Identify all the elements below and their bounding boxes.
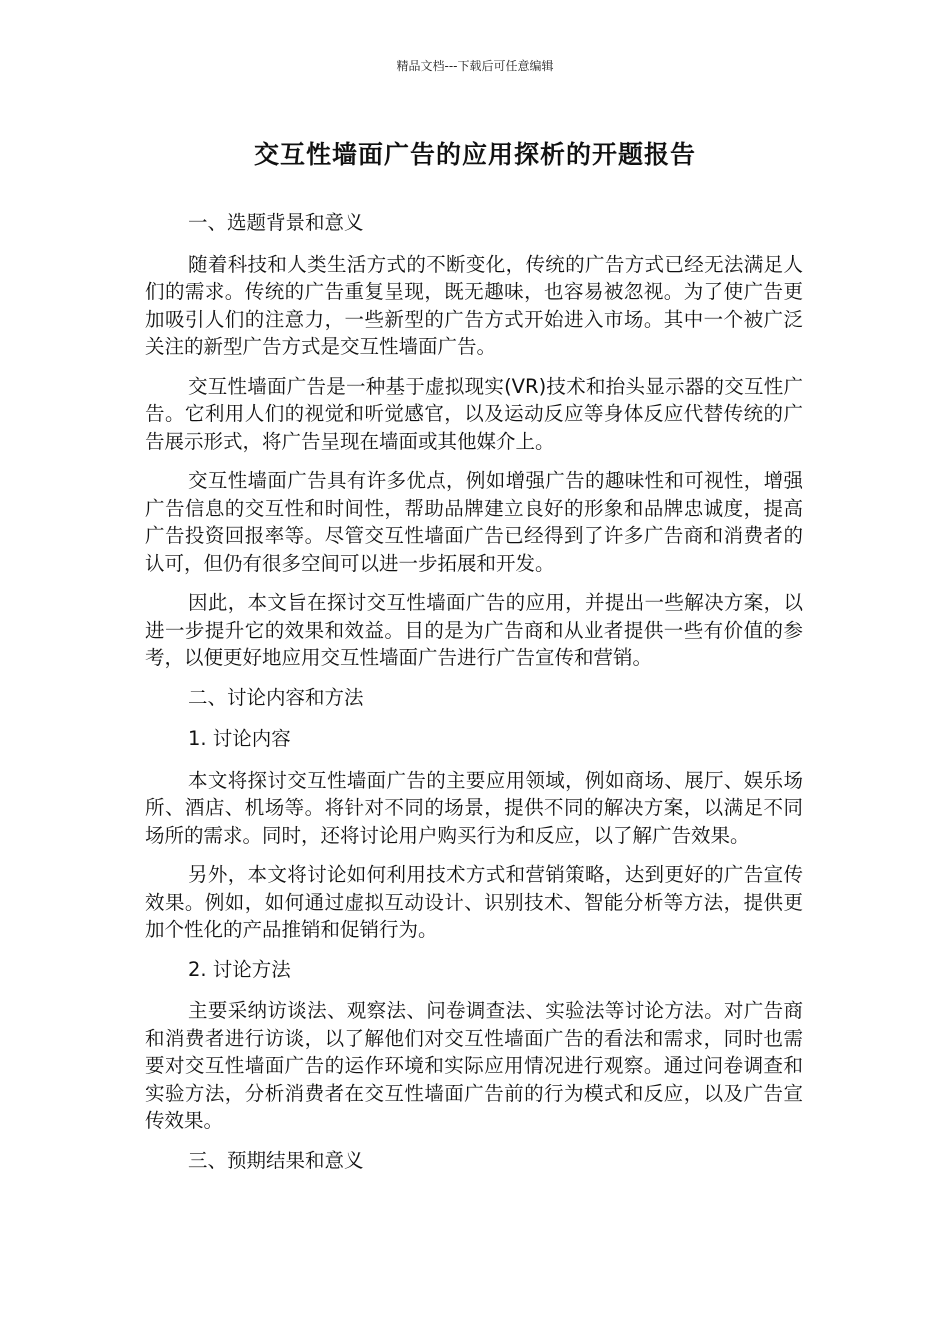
paragraph: 本文将探讨交互性墙面广告的主要应用领域，例如商场、展厅、娱乐场所、酒店、机场等。将针对不同的场景，提供不同的解决方案，以满足不同场所的需求。同时，还将讨论用户购买行为和反应，以了解广告效果。 (145, 768, 803, 847)
section-heading-3: 三、预期结果和意义 (188, 1148, 364, 1172)
subsection-heading-1: 1. 讨论内容 (188, 727, 291, 750)
paragraph: 因此，本文旨在探讨交互性墙面广告的应用，并提出一些解决方案，以进一步提升它的效果和效益。目的是为广告商和从业者提供一些有价值的参考，以便更好地应用交互性墙面广告进行广告宣传和营销。 (145, 591, 803, 669)
paragraph: 主要采纳访谈法、观察法、问卷调查法、实验法等讨论方法。对广告商和消费者进行访谈，以了解他们对交互性墙面广告的看法和需求，同时也需要对交互性墙面广告的运作环境和实际应用情况进行观察。通过问卷调查和实验方法，分析消费者在交互性墙面广告前的行为模式和反应，以及广告宣传效果。 (145, 999, 803, 1132)
paragraph: 交互性墙面广告是一种基于虚拟现实(VR)技术和抬头显示器的交互性广告。它利用人们的视觉和听觉感官，以及运动反应等身体反应代替传统的广告展示形式，将广告呈现在墙面或其他媒介上。 (145, 374, 803, 453)
header-note: 精品文档---下载后可任意编辑 (396, 59, 554, 73)
document-body (145, 209, 803, 1188)
document-title: 交互性墙面广告的应用探析的开题报告 (253, 140, 696, 169)
paragraph: 随着科技和人类生活方式的不断变化，传统的广告方式已经无法满足人们的需求。传统的广告重复呈现，既无趣味，也容易被忽视。为了使广告更加吸引人们的注意力，一些新型的广告方式开始进入市场。其中一个被广泛关注的新型广告方式是交互性墙面广告。 (145, 252, 803, 358)
paragraph: 另外，本文将讨论如何利用技术方式和营销策略，达到更好的广告宣传效果。例如，如何通过虚拟互动设计、识别技术、智能分析等方法，提供更加个性化的产品推销和促销行为。 (145, 863, 803, 941)
paragraph: 交互性墙面广告具有许多优点，例如增强广告的趣味性和可视性，增强广告信息的交互性和时间性，帮助品牌建立良好的形象和品牌忠诚度，提高广告投资回报率等。尽管交互性墙面广告已经得到了许多广告商和消费者的认可，但仍有很多空间可以进一步拓展和开发。 (145, 469, 803, 575)
section-heading-2: 二、讨论内容和方法 (188, 685, 364, 709)
section-heading-1: 一、选题背景和意义 (188, 211, 364, 234)
subsection-heading-2: 2. 讨论方法 (188, 957, 291, 981)
